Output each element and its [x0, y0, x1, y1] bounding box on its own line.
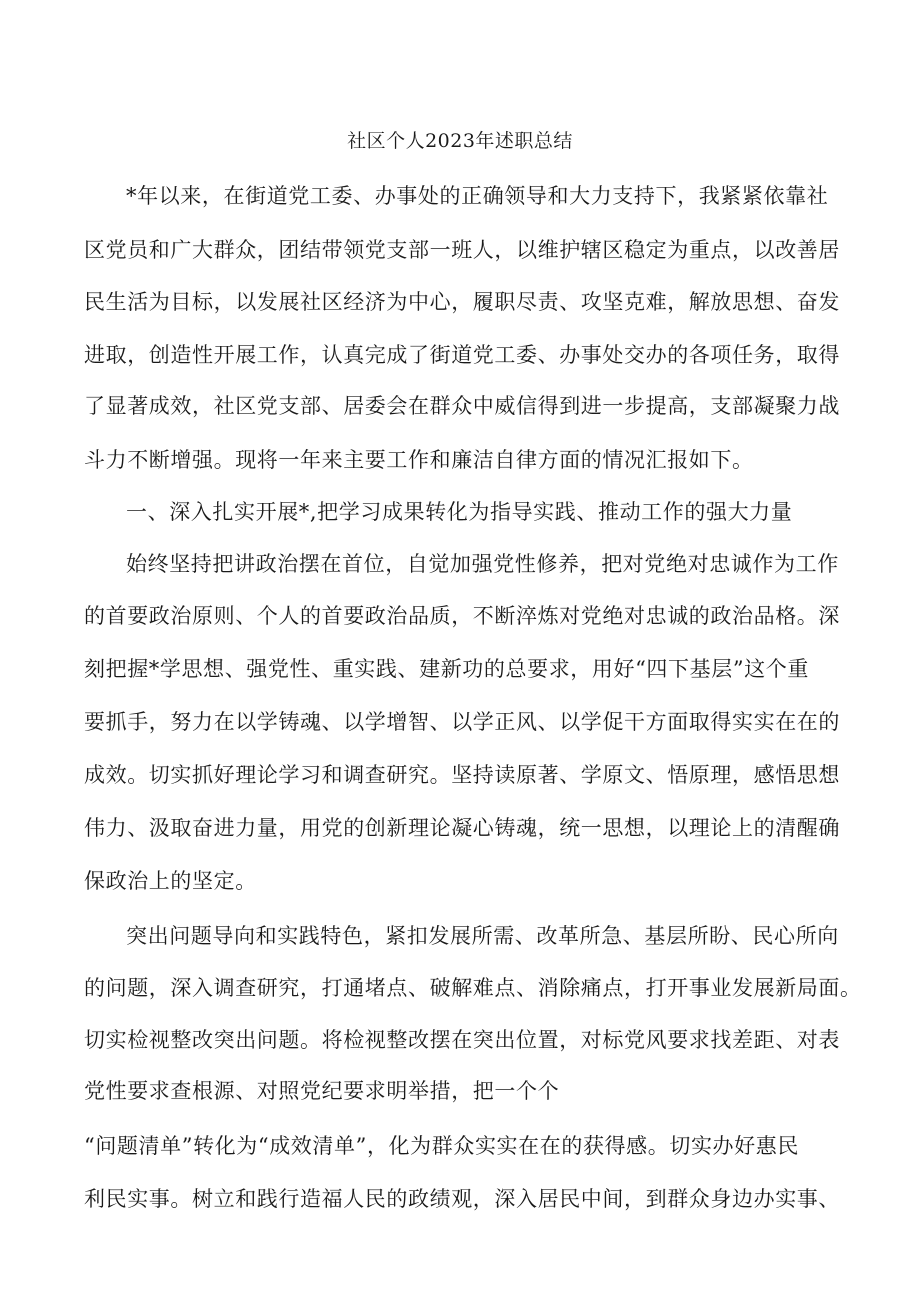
paragraph-line: 始终坚持把讲政治摆在首位，自觉加强党性修养，把对党绝对忠诚作为工作	[126, 552, 839, 576]
paragraph-line: 了显著成效，社区党支部、居委会在群众中威信得到进一步提高，支部凝聚力战	[84, 394, 840, 418]
paragraph-line: 突出问题导向和实践特色，紧扣发展所需、改革所急、基层所盼、民心所向	[126, 924, 839, 948]
paragraph-line: 区党员和广大群众，团结带领党支部一班人，以维护辖区稳定为重点，以改善居	[84, 238, 840, 262]
paragraph-line: 成效。切实抓好理论学习和调查研究。坚持读原著、学原文、悟原理，感悟思想	[84, 763, 840, 787]
paragraph-line: 要抓手，努力在以学铸魂、以学增智、以学正风、以学促干方面取得实实在在的	[84, 710, 840, 734]
paragraph-line: 刻把握*学思想、强党性、重实践、建新功的总要求，用好“四下基层”这个重	[84, 657, 809, 681]
paragraph-line: 利民实事。树立和践行造福人民的政绩观，深入居民中间，到群众身边办实事、	[84, 1187, 840, 1211]
paragraph-line: 斗力不断增强。现将一年来主要工作和廉洁自律方面的情况汇报如下。	[84, 448, 754, 472]
paragraph-line: 保政治上的坚定。	[84, 869, 257, 893]
paragraph-line: 民生活为目标，以发展社区经济为中心，履职尽责、攻坚克难，解放思想、奋发	[84, 290, 840, 314]
document-title: 社区个人2023年述职总结	[347, 130, 573, 152]
section-heading: 一、深入扎实开展*,把学习成果转化为指导实践、推动工作的强大力量	[126, 500, 793, 524]
paragraph-line: 党性要求查根源、对照党纪要求明举措，把一个个	[84, 1079, 560, 1103]
paragraph-line: “问题清单”转化为“成效清单”，化为群众实实在在的获得感。切实办好惠民	[84, 1134, 799, 1158]
paragraph-line: 伟力、汲取奋进力量，用党的创新理论凝心铸魂，统一思想，以理论上的清醒确	[84, 816, 840, 840]
paragraph-line: 进取，创造性开展工作，认真完成了街道党工委、办事处交办的各项任务，取得	[84, 343, 840, 367]
paragraph-line: *年以来，在街道党工委、办事处的正确领导和大力支持下，我紧紧依靠社	[126, 184, 829, 208]
paragraph-line: 切实检视整改突出问题。将检视整改摆在突出位置，对标党风要求找差距、对表	[84, 1028, 840, 1052]
paragraph-line: 的问题，深入调查研究，打通堵点、破解难点、消除痛点，打开事业发展新局面。	[84, 976, 862, 1000]
paragraph-line: 的首要政治原则、个人的首要政治品质，不断淬炼对党绝对忠诚的政治品格。深	[84, 604, 840, 628]
